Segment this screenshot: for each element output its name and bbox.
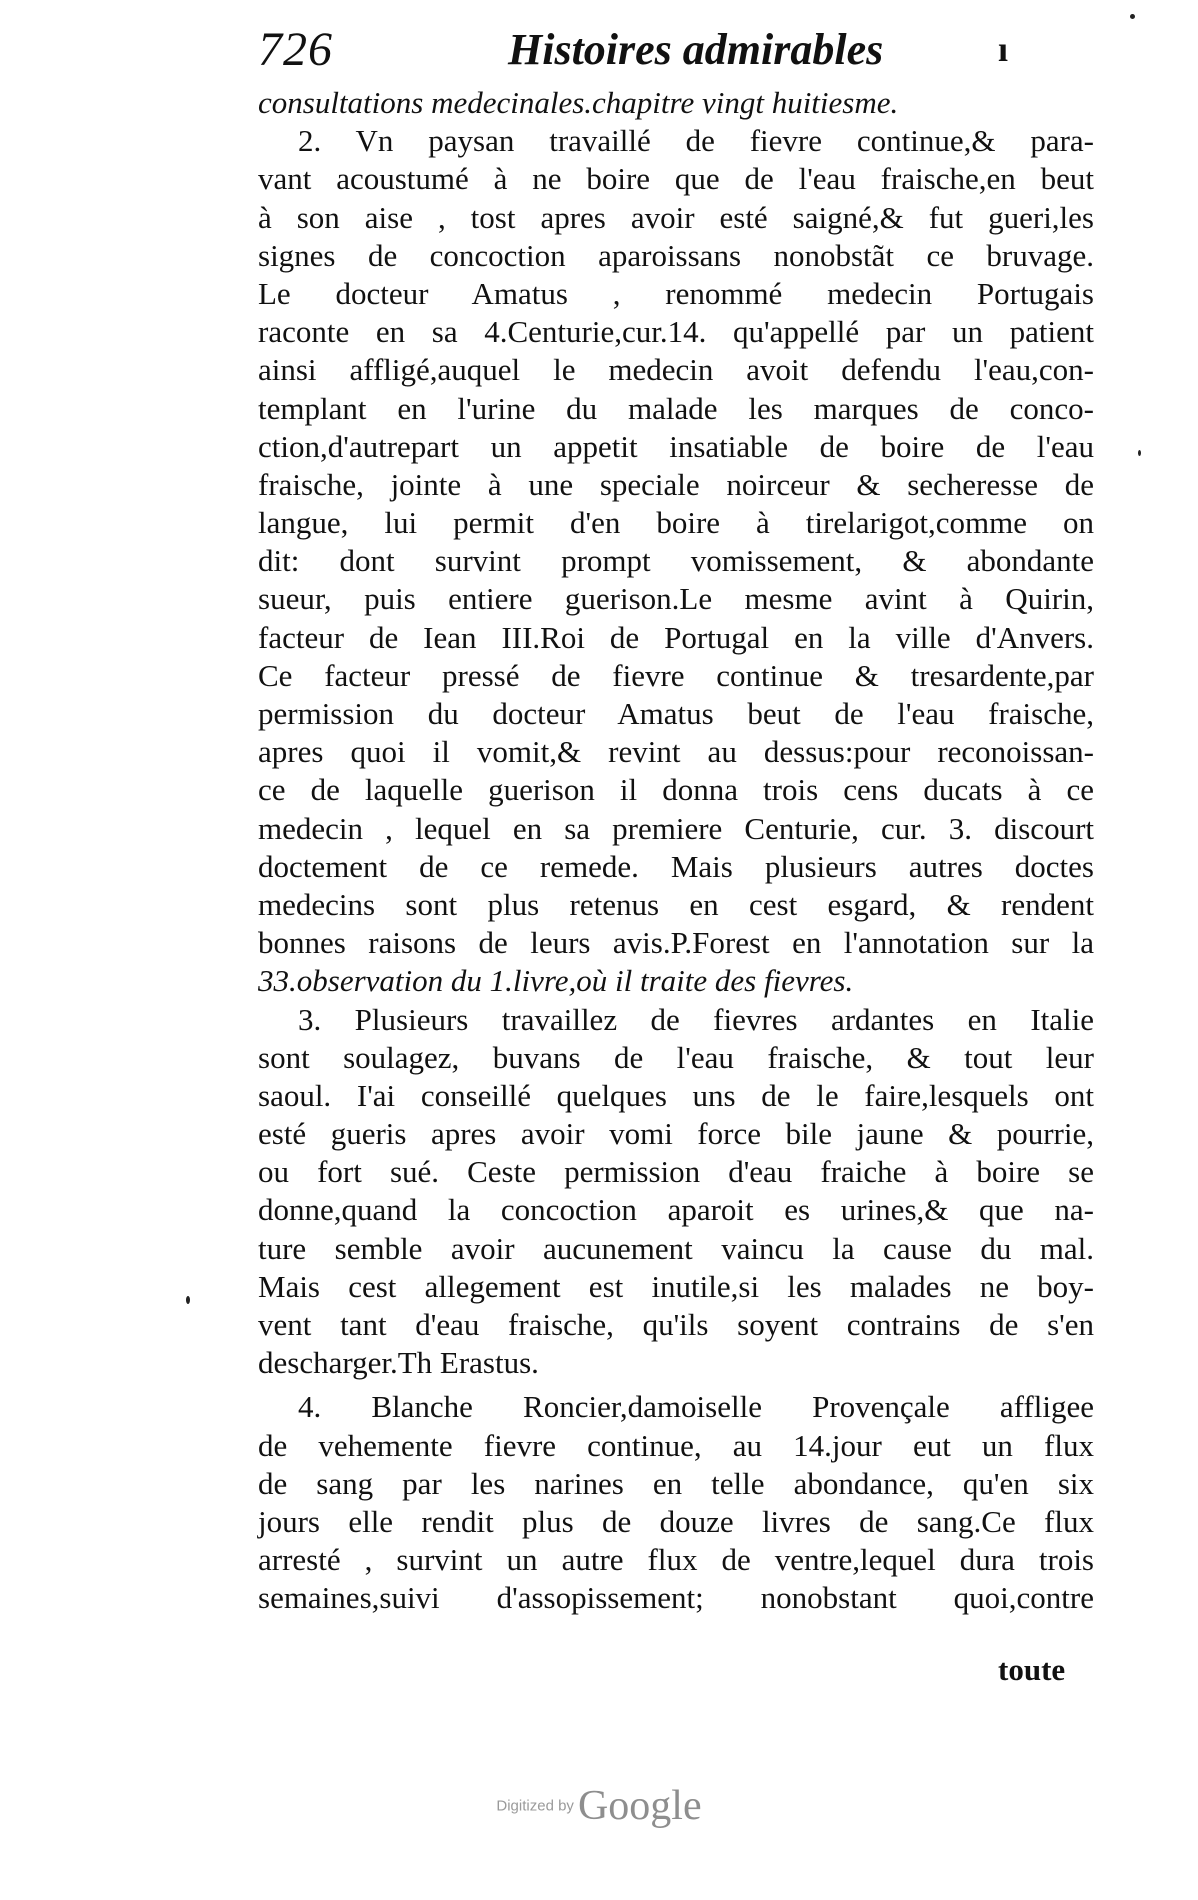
- text-line: medecins sont plus retenus en cest esgard, & rendent: [258, 886, 1094, 922]
- text-line: langue, lui permit d'en boire à tirelarigot,comme on: [258, 505, 1094, 541]
- digitized-watermark: [0, 1782, 1198, 1830]
- catchword: toute: [998, 1652, 1066, 1687]
- text-line: raconte en sa 4.Centurie,cur.14. qu'appellé par un patient: [258, 314, 1094, 350]
- text-line: ture semble avoir aucunement vaincu la cause du mal.: [258, 1230, 1094, 1266]
- text-line: facteur de Iean III.Roi de Portugal en la ville d'Anvers.: [258, 619, 1094, 655]
- text-line: fraische, jointe à une speciale noirceur & secheresse de: [258, 466, 1094, 502]
- text-line: ction,d'autrepart un appetit insatiable de boire de l'eau: [258, 428, 1094, 464]
- digitized-by-label: Digitized by: [496, 1797, 574, 1815]
- body-text: [258, 84, 1094, 1618]
- text-line: apres quoi il vomit,& revint au dessus:pour reconoissan-: [258, 734, 1094, 770]
- text-line: arresté , survint un autre flux de ventre,lequel dura trois: [258, 1542, 1094, 1578]
- text-line: donne,quand la concoction aparoit es urines,& que na-: [258, 1192, 1094, 1228]
- text-line-paragraph-3-start: 3. Plusieurs travaillez de fievres ardantes en Italie: [298, 1001, 1094, 1037]
- text-line: semaines,suivi d'assopissement; nonobstant quoi,contre: [258, 1580, 1094, 1616]
- running-head: Histoires admirables: [508, 25, 884, 74]
- ink-speck: [1130, 14, 1135, 19]
- text-line-paragraph-4-start: 4. Blanche Roncier,damoiselle Provençale affligee: [298, 1389, 1094, 1425]
- text-line: Mais cest allegement est inutile,si les malades ne boy-: [258, 1268, 1094, 1304]
- text-line: templant en l'urine du malade les marques de conco-: [258, 390, 1094, 426]
- text-line: de vehemente fievre continue, au 14.jour eut un flux: [258, 1427, 1094, 1463]
- text-line: Ce facteur pressé de fievre continue & tresardente,par: [258, 657, 1094, 693]
- text-line: signes de concoction aparoissans nonobstãt ce bruvage.: [258, 237, 1094, 273]
- text-line-citation: descharger.Th Erastus.: [258, 1345, 539, 1381]
- text-line: ce de laquelle guerison il donna trois cens ducats à ce: [258, 772, 1094, 808]
- text-line-citation: 33.observation du 1.livre,où il traite des fievres.: [258, 963, 854, 999]
- text-line: à son aise , tost apres avoir esté saigné,& fut gueri,les: [258, 199, 1094, 235]
- text-line: de sang par les narines en telle abondance, qu'en six: [258, 1465, 1094, 1501]
- text-line: doctement de ce remede. Mais plusieurs autres doctes: [258, 848, 1094, 884]
- text-line: jours elle rendit plus de douze livres de sang.Ce flux: [258, 1503, 1094, 1539]
- text-line: ainsi affligé,auquel le medecin avoit defendu l'eau,con-: [258, 352, 1094, 388]
- text-line: medecin , lequel en sa premiere Centurie, cur. 3. discourt: [258, 810, 1094, 846]
- text-line-continuation: consultations medecinales.chapitre vingt huitiesme.: [258, 85, 899, 120]
- text-line: esté gueris apres avoir vomi force bile jaune & pourrie,: [258, 1116, 1094, 1152]
- page-number: 726: [258, 23, 333, 76]
- text-line: dit: dont survint prompt vomissement, & abondante: [258, 543, 1094, 579]
- text-line: sueur, puis entiere guerison.Le mesme avint à Quirin,: [258, 581, 1094, 617]
- text-line: vant acoustumé à ne boire que de l'eau fraische,en beut: [258, 161, 1094, 197]
- page-header: [258, 22, 1018, 86]
- text-line: permission du docteur Amatus beut de l'eau fraische,: [258, 696, 1094, 731]
- printer-mark: ı: [998, 29, 1009, 69]
- text-line: vent tant d'eau fraische, qu'ils soyent contrains de s'en: [258, 1307, 1094, 1342]
- text-line-paragraph-2-start: 2. Vn paysan travaillé de fievre continue,& para-: [298, 123, 1094, 159]
- google-logo-text: Google: [577, 1783, 702, 1829]
- text-line: Le docteur Amatus , renommé medecin Portugais: [258, 275, 1094, 311]
- text-line: bonnes raisons de leurs avis.P.Forest en l'annotation sur la: [258, 925, 1094, 961]
- text-line: ou fort sué. Ceste permission d'eau fraiche à boire se: [258, 1154, 1094, 1190]
- ink-speck: [186, 1296, 190, 1304]
- text-line: saoul. I'ai conseillé quelques uns de le faire,lesquels ont: [258, 1077, 1094, 1113]
- ink-speck: [1138, 450, 1141, 456]
- text-line: sont soulagez, buvans de l'eau fraische, & tout leur: [258, 1039, 1094, 1075]
